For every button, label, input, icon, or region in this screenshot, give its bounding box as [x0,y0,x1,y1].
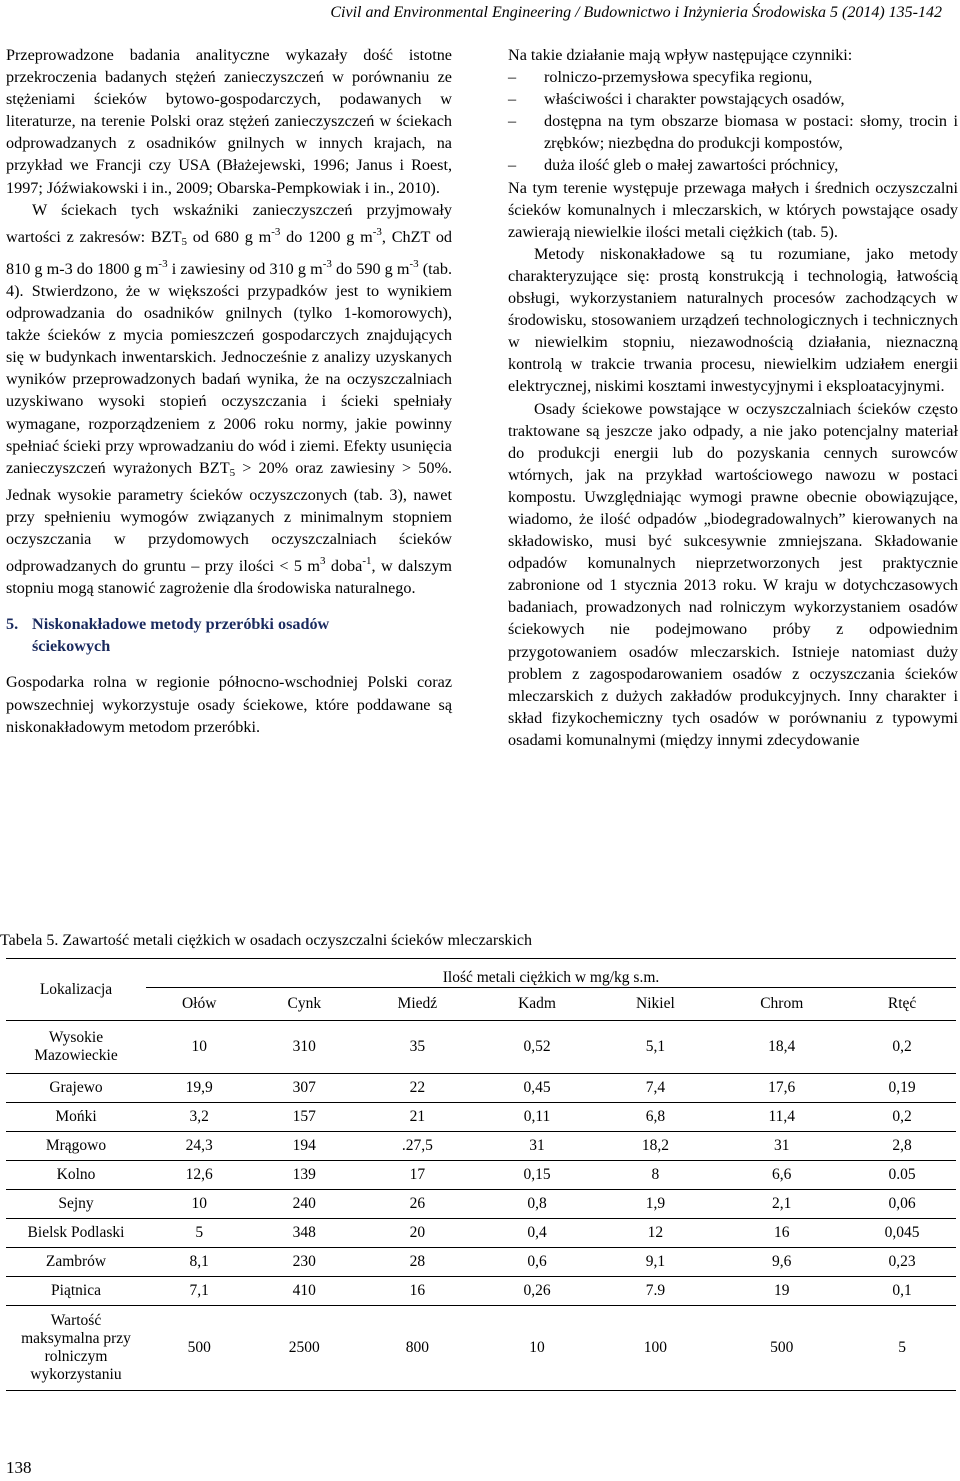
value-cell: 0,45 [479,1074,596,1103]
paragraph: Gospodarka rolna w regionie północno-wschodniej Polski coraz powszechniej wykorzystuje osady ściekowe, które poddawane są niskonakładowym metodom przeróbki. [6,673,452,736]
value-cell: 100 [596,1306,716,1391]
value-cell: 194 [252,1132,356,1161]
value-cell: 16 [356,1277,478,1306]
value-cell: 310 [252,1021,356,1074]
table-row [6,1132,956,1161]
value-cell: 0.05 [848,1161,956,1190]
value-cell: 7,4 [596,1074,716,1103]
value-cell: 10 [146,1190,252,1219]
value-cell: 10 [146,1021,252,1074]
value-cell: 28 [356,1248,478,1277]
location-cell: Grajewo [6,1074,146,1103]
left-column [6,44,452,738]
value-cell: 21 [356,1103,478,1132]
location-cell: Kolno [6,1161,146,1190]
value-cell: 26 [356,1190,478,1219]
value-cell: 5 [146,1219,252,1248]
value-cell: 0,19 [848,1074,956,1103]
value-cell: 0,15 [479,1161,596,1190]
value-cell: 31 [715,1132,848,1161]
column-header: Rtęć [887,995,917,1012]
value-cell: 139 [252,1161,356,1190]
table-row [6,1306,956,1391]
location-cell: Sejny [6,1190,146,1219]
value-cell: 7,1 [146,1277,252,1306]
value-cell: 3,2 [146,1103,252,1132]
value-cell: 0,52 [479,1021,596,1074]
metals-table [6,958,956,1391]
value-cell: 22 [356,1074,478,1103]
value-cell: 8,1 [146,1248,252,1277]
location-cell: Piątnica [6,1277,146,1306]
location-cell: Bielsk Podlaski [6,1219,146,1248]
location-cell: Wysokie Mazowieckie [6,1021,146,1074]
column-header: Nikiel [636,995,675,1012]
list-item: – właściwości i charakter powstających osadów, [508,90,845,109]
value-cell: 0,8 [479,1190,596,1219]
value-cell: 11,4 [715,1103,848,1132]
value-cell: 12,6 [146,1161,252,1190]
table-row [6,1219,956,1248]
value-cell: 16 [715,1219,848,1248]
value-cell: 17 [356,1161,478,1190]
value-cell: 35 [356,1021,478,1074]
value-cell: 0,26 [479,1277,596,1306]
paragraph: Na tym terenie występuje przewaga małych i średnich oczyszczalni ścieków komunalnych i mleczarskich, w których powstające osady zawierają niewielkie ilości metali ciężkich (tab. 5). [508,178,958,241]
value-cell: 1,9 [596,1190,716,1219]
value-cell: 31 [479,1132,596,1161]
value-cell: 9,6 [715,1248,848,1277]
value-cell: 0,4 [479,1219,596,1248]
location-cell: Mrągowo [6,1132,146,1161]
value-cell: 230 [252,1248,356,1277]
value-cell: 5 [848,1306,956,1391]
value-cell: 9,1 [596,1248,716,1277]
value-cell: 500 [715,1306,848,1391]
value-cell: 20 [356,1219,478,1248]
paragraph: Przeprowadzone badania analityczne wykazały dość istotne przekroczenia badanych stężeń zanieczyszczeń w porównaniu ze stężeniami ścieków bytowo-gospodarczych, podawanych w literaturze, na terenie Polski oraz stężeń zanieczyszczeń w ściekach odprowadzanych z osadników gnilnych w innych krajach, na przykład we Francji czy USA (Błażejewski, 1996; Janus i Roest, 1997; Jóźwiakowski i in., 2009; Obarska-Pempkowiak i in., 2010). [6,46,452,197]
column-header: Ołów [181,995,217,1012]
value-cell: 240 [252,1190,356,1219]
page-number: 138 [6,1458,32,1477]
value-cell: .27,5 [356,1132,478,1161]
column-header: Cynk [287,995,322,1012]
table-row [6,1161,956,1190]
column-header: Kadm [518,995,556,1012]
paragraph: Metody niskonakładowe są tu rozumiane, jako metody charakteryzujące się: prostą konstrukcją i technologią, łatwością obsługi, wykorzystaniem naturalnych procesów zachodzących w środowisku, stosowaniem urządzeń technologicznych i technicznych w niewielkim stopniu, niezawodnością działania, nieznaczną kontrolą w trakcie trwania procesu, niewielkim udziałem energii elektrycznej, niskimi kosztami inwestycyjnymi i eksploatacyjnymi. [508,244,958,396]
value-cell: 0,06 [848,1190,956,1219]
location-cell: Mońki [6,1103,146,1132]
value-cell: 2,1 [715,1190,848,1219]
paragraph: W ściekach tych wskaźniki zanieczyszczeń przyjmowały wartości z zakresów: $BZT_5$ od 680 g $m^{-3}$ do 1200 g $m^{-3}$, ChZT od 810 g m-3 do 1800 g $m^{-3}$ i zawiesiny od 310 g $m^{-3}$ do 590 g $m^{-3}$ (tab. 4). Stwierdzono, że w większości przypadków jest to wynikiem odprowadzania do osadników gnilnych (tylko 1-komorowych), także ścieków z mycia pomieszczeń gospodarczych znajdujących się w budynkach inwentarskich. Jednocześnie z analizy uzyskanych wyników przeprowadzonych badań wynika, że na oczyszczalniach uzyskiwano wysoki stopień oczyszczania i ścieki spełniały wymagane, rozporządzeniem z 2006 roku normy, jakie powinny spełniać ścieki przy wprowadzaniu do wód i ziemi. Efekty usunięcia zanieczyszczeń wyrażonych $BZT_5 > 20\%$ oraz zawiesiny > 50%. Jednak wysokie parametry ścieków oczyszczonych (tab. 3), nawet przy spełnieniu wymogów związanych z minimalnym stopniem oczyszczania w przydomowych oczyszczalniach ścieków odprowadzanych do gruntu – przy ilości < 5 $m^3$ doba$^{-1}$, w dalszym stopniu mogą stanowić zagrożenie dla środowiska naturalnego. [6,200,453,598]
paragraph: Na takie działanie mają wpływ następujące czynniki: [508,46,853,64]
running-header: Civil and Environmental Engineering / Budownictwo i Inżynieria Środowiska 5 (2014) 135-142 [330,4,942,21]
column-header: Chrom [760,995,804,1012]
value-cell: 17,6 [715,1074,848,1103]
value-cell: 2500 [252,1306,356,1391]
right-column [508,44,958,751]
table-row [6,1248,956,1277]
value-cell: 12 [596,1219,716,1248]
value-cell: 18,4 [715,1021,848,1074]
value-cell: 24,3 [146,1132,252,1161]
value-cell: 410 [252,1277,356,1306]
value-cell: 0,045 [848,1219,956,1248]
value-cell: 0,2 [848,1103,956,1132]
value-cell: 19 [715,1277,848,1306]
section-heading: 5. Niskonakładowe metody przeróbki osadów ściekowych [6,615,330,656]
table-row [6,1021,956,1074]
table-row [6,1103,956,1132]
table-caption: Tabela 5. Zawartość metali ciężkich w osadach oczyszczalni ścieków mleczarskich [0,932,532,949]
value-cell: 307 [252,1074,356,1103]
column-header: Lokalizacja [6,959,146,1021]
value-cell: 10 [479,1306,596,1391]
value-cell: 348 [252,1219,356,1248]
value-cell: 2,8 [848,1132,956,1161]
value-cell: 0,2 [848,1021,956,1074]
value-cell: 800 [356,1306,478,1391]
value-cell: 0,11 [479,1103,596,1132]
paragraph: Osady ściekowe powstające w oczyszczalniach ścieków często traktowane są jeszcze jako odpady, a nie jako potencjalny materiał do produkcji energii lub do pozyskania cennych surowców wtórnych, jak na przykład wartościowego nawozu w postaci kompostu. Uwzględniając wymogi prawne obecnie obowiązujące, wiadomo, że ilość odpadów „biodegradowalnych” kierowanych na składowisko, musi być sukcesywnie zmniejszana. Składowanie odpadów komunalnych nieprzetworzonych jest praktycznie zabronione od 1 stycznia 2013 roku. W kraju w dotychczasowych badaniach, prowadzonych nad rolniczym wykorzystaniem osadów ściekowych nie podejmowano próby z odpowiednim przygotowaniem osadów mleczarskich. Istnieje natomiast duży problem z zagospodarowaniem osadów z oczyszczania ścieków mleczarskich z dużych zakładów produkcyjnych. Inny charakter i skład fizykochemiczny tych osadów w porównaniu z typowymi osadami komunalnymi (między innymi zdecydowanie [508,399,958,749]
value-cell: 19,9 [146,1074,252,1103]
value-cell: 0,1 [848,1277,956,1306]
list-item: – rolniczo-przemysłowa specyfika regionu, [508,68,813,87]
value-cell: 5,1 [596,1021,716,1074]
value-cell: 18,2 [596,1132,716,1161]
list-item: – duża ilość gleb o małej zawartości próchnicy, [508,156,839,175]
list-item: – dostępna na tym obszarze biomasa w postaci: słomy, trocin i zrębków; niezbędna do produkcji kompostów, [508,112,958,153]
table-row [6,1190,956,1219]
location-cell: Wartość maksymalna przy rolniczym wykorzystaniu [6,1306,146,1391]
value-cell: 7.9 [596,1277,716,1306]
value-cell: 6,6 [715,1161,848,1190]
group-header: Ilość metali ciężkich w mg/kg s.m. [146,959,956,988]
value-cell: 0,6 [479,1248,596,1277]
location-cell: Zambrów [6,1248,146,1277]
table-row [6,1074,956,1103]
value-cell: 500 [146,1306,252,1391]
value-cell: 6,8 [596,1103,716,1132]
table-row [6,1277,956,1306]
value-cell: 157 [252,1103,356,1132]
column-header: Miedź [397,995,438,1012]
value-cell: 8 [596,1161,716,1190]
value-cell: 0,23 [848,1248,956,1277]
